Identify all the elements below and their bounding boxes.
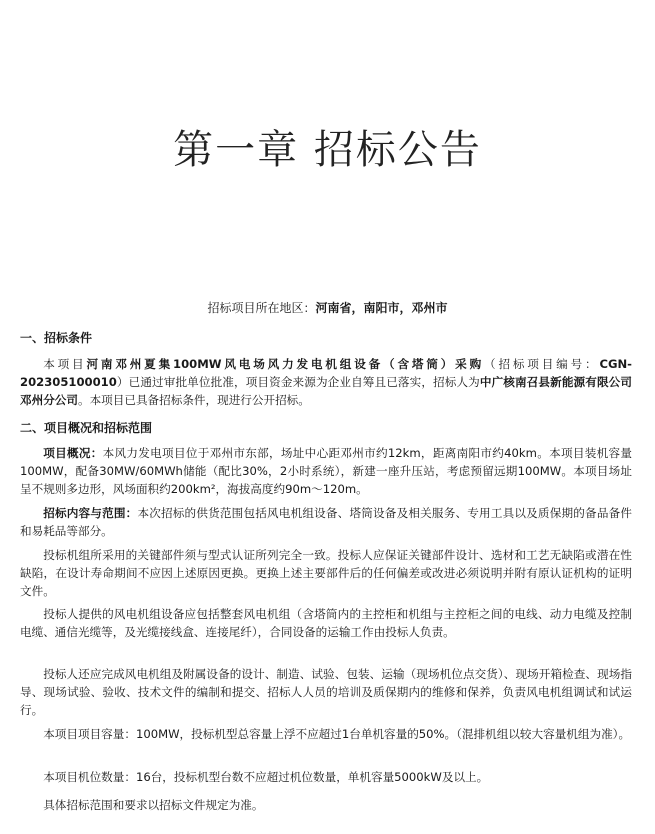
section-heading-project-overview: 二、项目概况和招标范围 [20, 421, 153, 435]
key-components-paragraph: 投标机组所采用的关键部件须与型式认证所列完全一致。投标人应保证关键部件设计、选材和工艺无缺陷或潜在性缺陷，在设计寿命期间不应因上述原因更换。更换上述主要部件后的任何偏差或改进必须说明并附有原认证机构的证明文件。 [20, 548, 632, 598]
equipment-scope-paragraph: 投标人提供的风电机组设备应包括整套风电机组（含塔筒内的主控柜和机组与主控柜之间的电线、动力电缆及控制电缆、通信光缆等，及光缆接线盒、连接尾纤），合同设备的运输工作由投标人负责。 [20, 607, 632, 639]
bidding-scope-paragraph: 招标内容与范围：本次招标的供货范围包括风电机组设备、塔筒设备及相关服务、专用工具以及质保期的备品备件和易耗品等部分。 [20, 506, 632, 538]
project-location [0, 299, 655, 316]
tenderer-name: 中广核南召县新能源有限公司邓州分公司 [20, 375, 632, 407]
project-overview-lead: 项目概况： [43, 446, 103, 460]
project-number: CGN-202305100010 [20, 357, 632, 389]
location-value: 河南省，南阳市，邓州市 [315, 301, 448, 315]
services-scope-paragraph: 投标人还应完成风电机组及附属设备的设计、制造、试验、包装、运输（现场机位点交货）、现场开箱检查、现场指导、现场试验、验收、技术文件的编制和提交、招标人人员的培训及质保期内的维修和保养，负责风电机组调试和试运行。 [20, 667, 632, 717]
bidding-conditions-paragraph: 本项目河南邓州夏集100MW风电场风力发电机组设备（含塔筒）采购（招标项目编号：CGN-202305100010）已通过审批单位批准，项目资金来源为企业自筹且已落实，招标人为中广核南召县新能源有限公司邓州分公司。本项目已具备招标条件，现进行公开招标。 [20, 357, 632, 407]
location-label: 招标项目所在地区： [207, 301, 316, 315]
scope-note-paragraph: 具体招标范围和要求以招标文件规定为准。 [43, 798, 264, 812]
section-heading-bidding-conditions: 一、招标条件 [20, 331, 93, 345]
project-name: 河南邓州夏集100MW风电场风力发电机组设备（含塔筒）采购 [86, 357, 485, 371]
chapter-title: 第一章 招标公告 [173, 127, 482, 173]
project-overview-paragraph: 项目概况：本风力发电项目位于邓州市东部，场址中心距邓州市约12km，距离南阳市约40km。本项目装机容量100MW，配备30MW/60MWh储能（配比30%，2小时系统），新建一座升压站，考虑预留远期100MW。本项目场址呈不规则多边形，风场面积约200km²，海拔高度约90m～120m。 [20, 446, 632, 496]
bidding-scope-lead: 招标内容与范围： [43, 506, 138, 520]
project-capacity-paragraph: 本项目项目容量：100MW，投标机型总容量上浮不应超过1台单机容量的50%。（混排机组以较大容量机组为准）。 [43, 727, 631, 741]
turbine-count-paragraph: 本项目机位数量：16台，投标机型台数不应超过机位数量，单机容量5000kW及以上。 [43, 770, 489, 784]
